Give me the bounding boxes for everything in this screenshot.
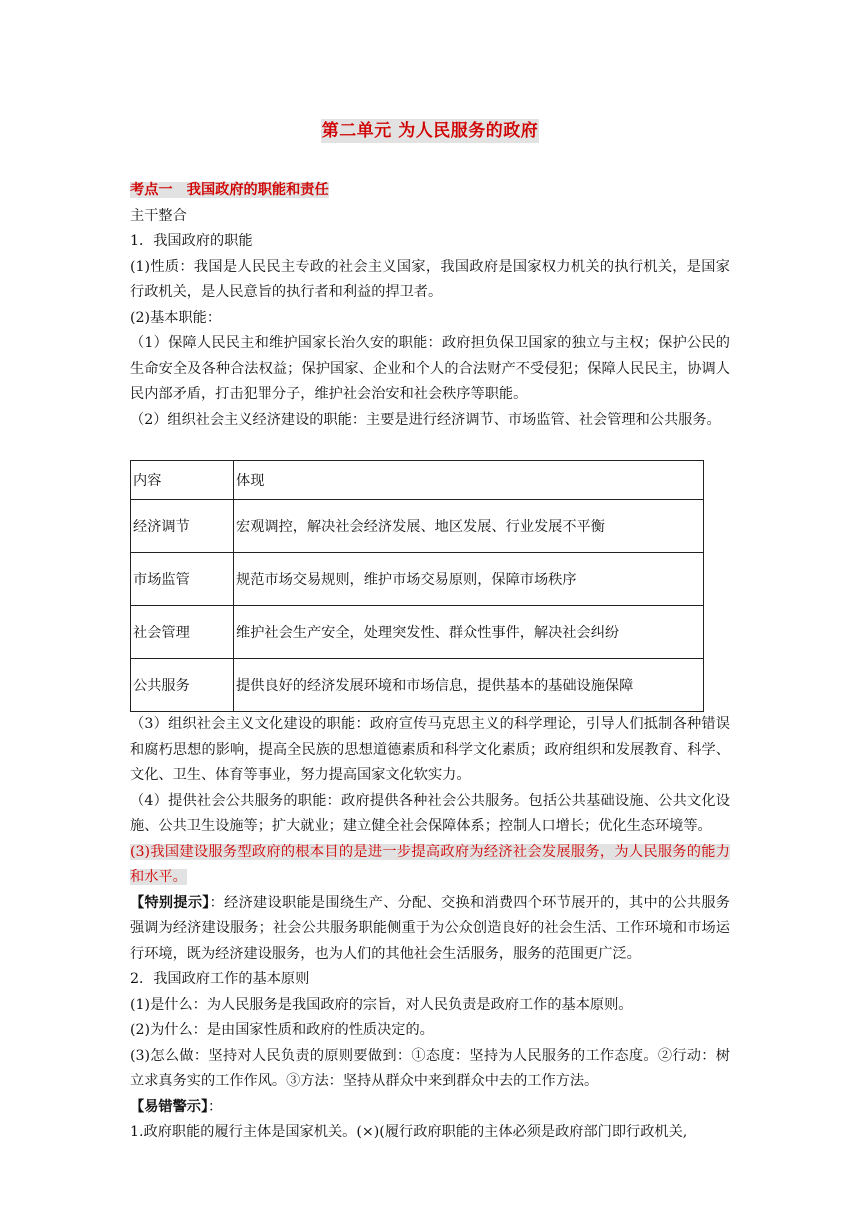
paragraph-2: (1)性质：我国是人民民主专政的社会主义国家，我国政府是国家权力机关的执行机关，是国家行政机关，是人民意旨的执行者和利益的捍卫者。 [130,258,730,300]
tip-text: ：经济建设职能是围绕生产、分配、交换和消费四个环节展开的，其中的公共服务强调为经济建设服务；社会公共服务职能侧重于为公众创造良好的社会生活、工作环境和市场运行环境，既为经济建设服务，也为人们的其他社会生活服务，服务的范围更广泛。 [130,894,730,962]
table-cell: 宏观调控，解决社会经济发展、地区发展、行业发展不平衡 [234,500,704,553]
paragraph-8-wrap [130,840,730,891]
table-row [131,606,704,659]
tip-label: 【特别提示】 [130,894,210,911]
table-cell: 社会管理 [131,606,234,659]
table-cell: 公共服务 [131,659,234,712]
table-header-cell: 体现 [234,461,704,500]
table-row [131,659,704,712]
paragraph-11: (2)为什么：是由国家性质和政府的性质决定的。 [130,1022,434,1038]
paragraph-13: 1.政府职能的履行主体是国家机关。(×)(履行政府职能的主体必须是政府部门即行政机关, [130,1124,688,1140]
table-cell: 经济调节 [131,500,234,553]
table-cell: 提供良好的经济发展环境和市场信息，提供基本的基础设施保障 [234,659,704,712]
paragraph-3: (2)基本职能： [130,309,222,326]
paragraph-7: （4）提供社会公共服务的职能：政府提供各种社会公共服务。包括公共基础设施、公共文化设施、公共卫生设施等；扩大就业；建立健全社会保障体系；控制人口增长；优化生态环境等。 [130,792,730,834]
highlighted-paragraph: (3)我国建设服务型政府的根本目的是进一步提高政府为经济社会发展服务，为人民服务的能力和水平。 [130,843,730,885]
tip-paragraph [130,891,730,968]
paragraph-6: （3）组织社会主义文化建设的职能：政府宣传马克思主义的科学理论，引导人们抵制各种错误和腐朽思想的影响，提高全民族的思想道德素质和科学文化素质；政府组织和发展教育、科学、文化、卫生、体育等事业，努力提高国家文化软实力。 [130,716,730,783]
page-title: 第二单元 为人民服务的政府 [321,121,539,141]
document-body [130,178,730,1146]
functions-table [130,460,704,712]
table-row [131,553,704,606]
warning-colon: ： [208,1098,223,1115]
section-heading: 考点一 我国政府的职能和责任 [130,182,329,198]
table-cell: 维护社会生产安全，处理突发性、群众性事件，解决社会纠纷 [234,606,704,659]
paragraph-12: (3)怎么做：坚持对人民负责的原则要做到：①态度：坚持为人民服务的工作态度。②行动：树立求真务实的工作作风。③方法：坚持从群众中来到群众中去的工作方法。 [130,1047,730,1089]
warning-label: 【易错警示】 [130,1098,209,1115]
table-header-cell: 内容 [131,461,234,500]
table-row [131,500,704,553]
table-cell: 市场监管 [131,553,234,606]
warning-heading [130,1095,730,1121]
paragraph-9: 2．我国政府工作的基本原则 [130,971,310,987]
page-title-block [0,116,860,141]
section-heading-wrap [130,178,730,204]
subheading: 主干整合 [130,207,187,224]
paragraph-4: （1）保障人民民主和维护国家长治久安的职能：政府担负保卫国家的独立与主权；保护公民的生命安全及各种合法权益；保护国家、企业和个人的合法财产不受侵犯；保障人民民主，协调人民内部矛盾，打击犯罪分子，维护社会治安和社会秩序等职能。 [130,335,730,402]
table-header-row [131,461,704,500]
table-cell: 规范市场交易规则，维护市场交易原则，保障市场秩序 [234,553,704,606]
paragraph-10: (1)是什么：为人民服务是我国政府的宗旨，对人民负责是政府工作的基本原则。 [130,996,633,1013]
paragraph-1: 1．我国政府的职能 [130,233,253,249]
paragraph-5: （2）组织社会主义经济建设的职能：主要是进行经济调节、市场监管、社会管理和公共服务。 [130,411,721,428]
